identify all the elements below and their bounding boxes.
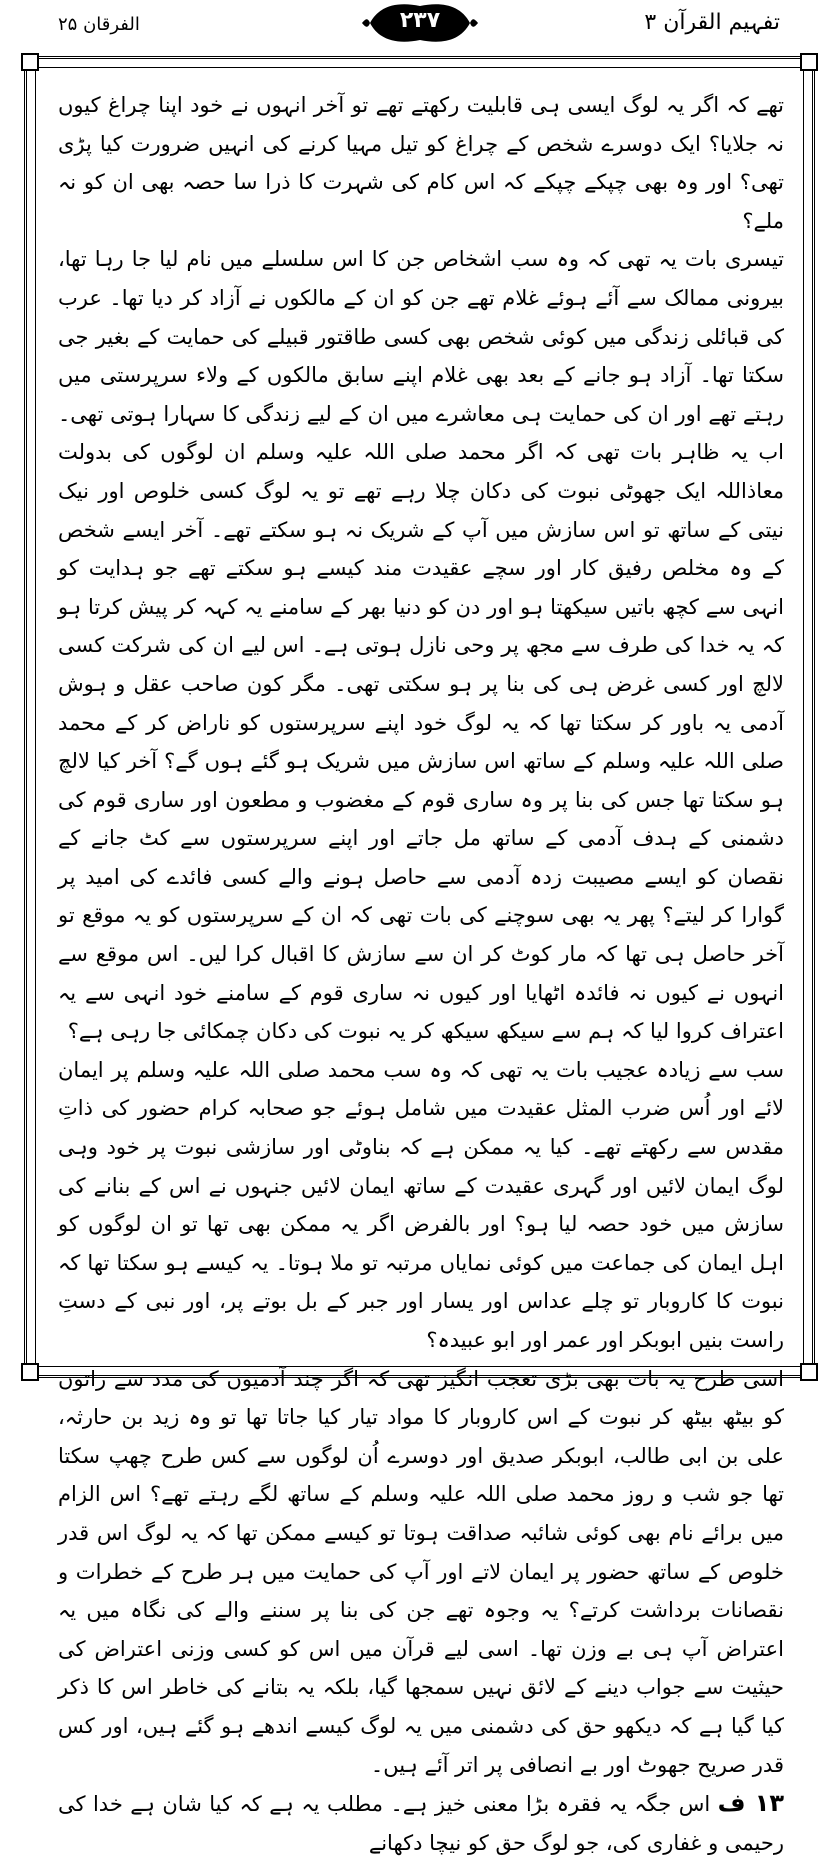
surah-label: الفرقان ۲۵ — [58, 14, 140, 35]
corner-ornament — [21, 53, 39, 71]
paragraph: تھے کہ اگر یہ لوگ ایسی ہی قابلیت رکھتے تھے تو آخر انہوں نے خود اپنا چراغ کیوں نہ جلایا؟ ایک دوسرے شخص کے چراغ کو تیل مہیا کرنے کی انہیں ضرورت کیا پڑی تھی؟ اور وہ بھی چپکے چپکے کہ اس کام کی شہرت کا ذرا سا حصہ بھی ان کو نہ ملے؟ — [58, 93, 784, 233]
page-number: ۲۳۷ — [399, 8, 441, 33]
corner-ornament — [800, 1363, 818, 1381]
corner-ornament — [800, 53, 818, 71]
corner-ornament — [21, 1363, 39, 1381]
paragraph: سب سے زیادہ عجیب بات یہ تھی کہ وہ سب محمد صلی اللہ علیہ وسلم پر ایمان لائے اور اُس ضرب المثل عقیدت میں شامل ہوئے جو صحابہ کرام حضور کی ذاتِ مقدس سے رکھتے تھے۔ کیا یہ ممکن ہے کہ بناوٹی اور سازشی نبوت پر خود وہی لوگ ایمان لائیں اور گہری عقیدت کے ساتھ ایمان لائیں جنہوں نے اس کے بنانے کی سازش میں خود حصہ لیا ہو؟ اور بالفرض اگر یہ ممکن بھی تھا تو ان لوگوں کو اہل ایمان کی جماعت میں کوئی نمایاں مرتبہ تو ملا ہوتا۔ یہ کیسے ہو سکتا تھا کہ نبوت کا کاروبار تو چلے عداس اور یسار اور جبر کے بل بوتے پر، اور نبی کے دستِ راست بنیں ابوبکر اور عمر اور ابو عبیدہ؟ — [58, 1057, 784, 1352]
body-text — [58, 86, 785, 1855]
footnote-text: اس جگہ یہ فقرہ بڑا معنی خیز ہے۔ مطلب یہ ہے کہ کیا شان ہے خدا کی رحیمی و غفاری کی، جو لوگ حق کو نیچا دکھانے — [58, 1792, 784, 1855]
paragraph: اسی طرح یہ بات بھی بڑی تعجب انگیز تھی کہ اگر چند آدمیوں کی مدد سے راتوں کو بیٹھ بیٹھ کر نبوت کے اس کاروبار کا مواد تیار کیا جاتا تھا تو وہ زید بن حارثہ، علی بن ابی طالب، ابوبکر صدیق اور دوسرے اُن لوگوں سے کس طرح چھپ سکتا تھا جو شب و روز محمد صلی اللہ علیہ وسلم کے ساتھ لگے رہتے تھے؟ اس الزام میں برائے نام بھی کوئی شائبہ صداقت ہوتا تو کیسے ممکن تھا کہ یہ لوگ اس قدر خلوص کے ساتھ حضور پر ایمان لاتے اور آپ کی حمایت میں ہر طرح کے خطرات و نقصانات برداشت کرتے؟ یہ وجوہ تھے جن کی بنا پر سننے والے کی نگاہ میں یہ اعتراض آپ ہی بے وزن تھا۔ اسی لیے قرآن میں اس کو کسی وزنی اعتراض کی حیثیت سے جواب دینے کے لائق نہیں سمجھا گیا، بلکہ یہ بتانے کی خاطر اس کا ذکر کیا گیا ہے کہ دیکھو حق کی دشمنی میں یہ لوگ کیسے اندھے ہو گئے ہیں، اور کس قدر صریح جھوٹ اور بے انصافی پر اتر آئے ہیں۔ — [58, 1366, 784, 1777]
paragraph: تیسری بات یہ تھی کہ وہ سب اشخاص جن کا اس سلسلے میں نام لیا جا رہا تھا، بیرونی ممالک سے آئے ہوئے غلام تھے جن کو ان کے مالکوں نے آزاد کر دیا تھا۔ عرب کی قبائلی زندگی میں کوئی شخص بھی کسی طاقتور قبیلے کی حمایت کے بغیر جی سکتا تھا۔ آزاد ہو جانے کے بعد بھی غلام اپنے سابق مالکوں کے ولاء سرپرستی میں رہتے تھے اور ان کی حمایت ہی معاشرے میں ان کے لیے زندگی کا سہارا ہوتی تھی۔ اب یہ ظاہر بات تھی کہ اگر محمد صلی اللہ علیہ وسلم ان لوگوں کی بدولت معاذاللہ ایک جھوٹی نبوت کی دکان چلا رہے تھے تو یہ لوگ کسی خلوص اور نیک نیتی کے ساتھ تو اس سازش میں آپ کے شریک نہ ہو سکتے تھے۔ آخر ایسے شخص کے وہ مخلص رفیق کار اور سچے عقیدت مند کیسے ہو سکتے تھے جو ہدایت کو انہی سے کچھ باتیں سیکھتا ہو اور دن کو دنیا بھر کے سامنے یہ کہہ کر پیش کرتا ہو کہ یہ خدا کی طرف سے مجھ پر وحی نازل ہوتی ہے۔ اس لیے ان کی شرکت کسی لالچ اور کسی غرض ہی کی بنا پر ہو سکتی تھی۔ مگر کون صاحب عقل و ہوش آدمی یہ باور کر سکتا تھا کہ یہ لوگ خود اپنے سرپرستوں کو ناراض کر کے محمد صلی اللہ علیہ وسلم کے ساتھ اس سازش میں شریک ہو گئے ہوں گے؟ آخر کیا لالچ ہو سکتا تھا جس کی بنا پر وہ ساری قوم کے مغضوب و مطعون اور ساری قوم کی دشمنی کے ہدف آدمی کے ساتھ مل جاتے اور اپنے سرپرستوں سے کٹ جانے کے نقصان کو ایسے مصیبت زدہ آدمی سے حاصل ہونے والے کسی فائدے کی امید پر گوارا کر لیتے؟ پھر یہ بھی سوچنے کی بات تھی کہ ان کے سرپرستوں کو یہ موقع تو آخر حاصل ہی تھا کہ مار کوٹ کر ان سے سازش کا اقبال کرا لیں۔ اس موقع سے انہوں نے کیوں نہ فائدہ اٹھایا اور کیوں نہ ساری قوم کے سامنے خود انہی سے یہ اعتراف کروا لیا کہ ہم سے سیکھ سیکھ کر یہ نبوت کی دکان چمکائی جا رہی ہے؟ — [58, 247, 784, 1044]
footnote-marker: ۱۳ ف — [717, 1789, 785, 1818]
footnote — [58, 1784, 784, 1862]
page-number-ornament — [360, 0, 480, 44]
book-title: تفہیم القرآن ۳ — [644, 10, 780, 35]
page-header — [0, 0, 840, 52]
